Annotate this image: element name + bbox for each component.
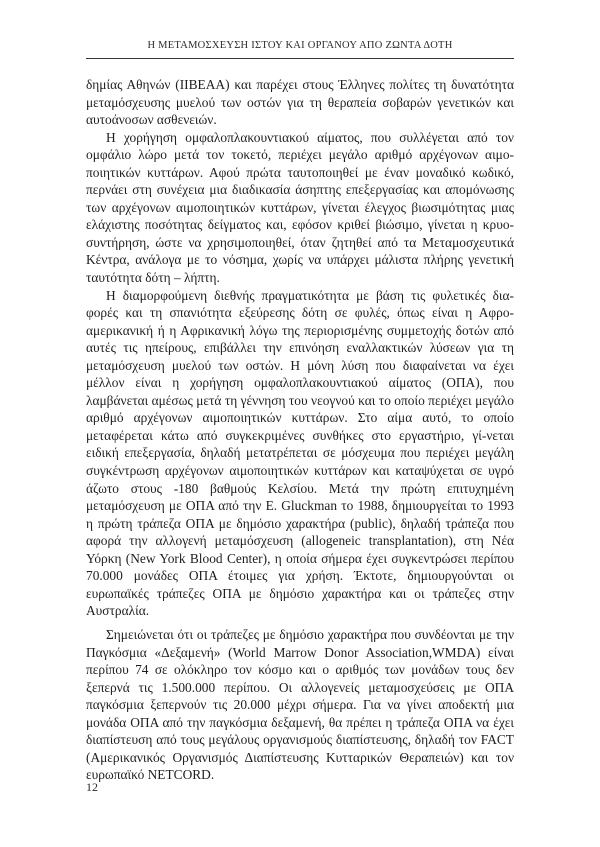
paragraph-2: Η χορήγηση ομφαλοπλακουντιακού αίματος, που συλλέγεται από τον ομφάλιο λώρο μετά τον τοκετό, περιέχει μεγάλο αριθμό αρχέγονων αιμο-ποιητικών κυττάρων. Αφού πρώτα ταυτοποιηθεί με έναν μοναδικό κωδικό, περνάει στη συνέχεια μια διαδικασία άσηπτης επεξεργασίας και απομόνωσης των αρχέγονων αιμοποιητικών κυττάρων, γίνεται έλεγχος βιωσιμότητας μιας ελάχιστης ποσότητας δείγματος και, εφόσον κριθεί βιώσιμο, γίνεται η κρυο-συντήρηση, ώστε να χρησιμοποιηθεί, όταν ζητηθεί από τα Μεταμοσχευτικά Κέντρα, ανάλογα με το νόσημα, χωρίς να υπάρχει μάλιστα πλήρης γενετική ταυτότητα δότη – λήπτη. <box>86 129 514 286</box>
paragraph-4: Σημειώνεται ότι οι τράπεζες με δημόσιο χαρακτήρα που συνδέονται με την Παγκόσμια «Δεξαμενή» (World Marrow Donor Association,WMDA) είναι περίπου 74 σε ολόκληρο τον κόσμο και ο αριθμός των μονάδων τους δεν ξεπερνά τις 1.500.000 περίπου. Οι αλλογενείς μεταμοσχεύσεις με ΟΠΑ παγκόσμια ξεπερνούν τις 20.000 μέχρι σήμερα. Για να γίνει αποδεκτή μια μονάδα ΟΠΑ από την παγκόσμια δεξαμενή, θα πρέπει η τράπεζα ΟΠΑ να έχει διαπίστευση από τους μεγάλους οργανισμούς διαπίστευσης, δηλαδή τον FACT (Αμερικανικός Οργανισμός Διαπίστευσης Κυτταρικών Θεραπειών) και τον ευρωπαϊκό NETCORD. <box>86 626 514 783</box>
page-number: 12 <box>86 780 98 794</box>
header-rule <box>86 58 514 59</box>
body-text <box>86 76 514 784</box>
paragraph-3: Η διαμορφούμενη διεθνής πραγματικότητα με βάση τις φυλετικές δια-φορές και τη σπανιότητα εξεύρεσης δότη σε φυλές, όπως είναι η Αφρο-αμερικανική ή η Αφρικανική λόγω της περιορισμένης συμμετοχής δοτών από αυτές τις ηπείρους, επιβάλλει την επινόηση εναλλακτικών λύσεων για τη μεταμόσχευση μυελού των οστών. Η μόνη λύση που διαφαίνεται να έχει μέλλον είναι η χορήγηση ομφαλοπλακουντιακού αίματος (ΟΠΑ), που λαμβάνεται αμέσως μετά τη γέννηση του νεογνού και το οποίο περιέχει μεγάλο αριθμό αρχέγονων αιμοποιητικών κυττάρων. Στο αίμα αυτό, το οποίο μεταφέρεται κάτω από συγκεκριμένες συνθήκες στο εργαστήριο, γί-νεται ειδική επεξεργασία, δηλαδή μετατρέπεται σε μόσχευμα που περιέχει μεγάλη συγκέντρωση αρχέγονων αιμοποιητικών κυττάρων και καταψύχεται σε υγρό άζωτο στους -180 βαθμούς Κελσίου. Μετά την πρώτη επιτυχημένη μεταμόσχευση με ΟΠΑ από την E. Gluckman το 1988, δημιουργείται το 1993 η πρώτη τράπεζα ΟΠΑ με δημόσιο χαρακτήρα (public), δηλαδή τράπεζα που αφορά την αλλογενή μεταμόσχευση (allogeneic transplantation), στη Νέα Υόρκη (New York Blood Center), η οποία σήμερα έχει συγκεντρώσει περίπου 70.000 μονάδες ΟΠΑ έτοιμες για χρήση. Έκτοτε, δημιουργούνται οι ευρωπαϊκές τράπεζες ΟΠΑ με δημόσιο χαρακτήρα και οι τράπεζες στην Αυστραλία. <box>86 287 514 619</box>
paragraph-1: δημίας Αθηνών (ΙΙΒΕΑΑ) και παρέχει στους Έλληνες πολίτες τη δυνατότητα μεταμόσχευσης μυελού των οστών για τη θεραπεία σοβαρών γενετικών και αυτοάνοσων ασθενειών. <box>86 77 514 128</box>
running-header: Η ΜΕΤΑΜΟΣΧΕΥΣΗ ΙΣΤΟΥ ΚΑΙ ΟΡΓΑΝΟΥ ΑΠΟ ΖΩΝΤΑ ΔΟΤΗ <box>147 40 453 51</box>
